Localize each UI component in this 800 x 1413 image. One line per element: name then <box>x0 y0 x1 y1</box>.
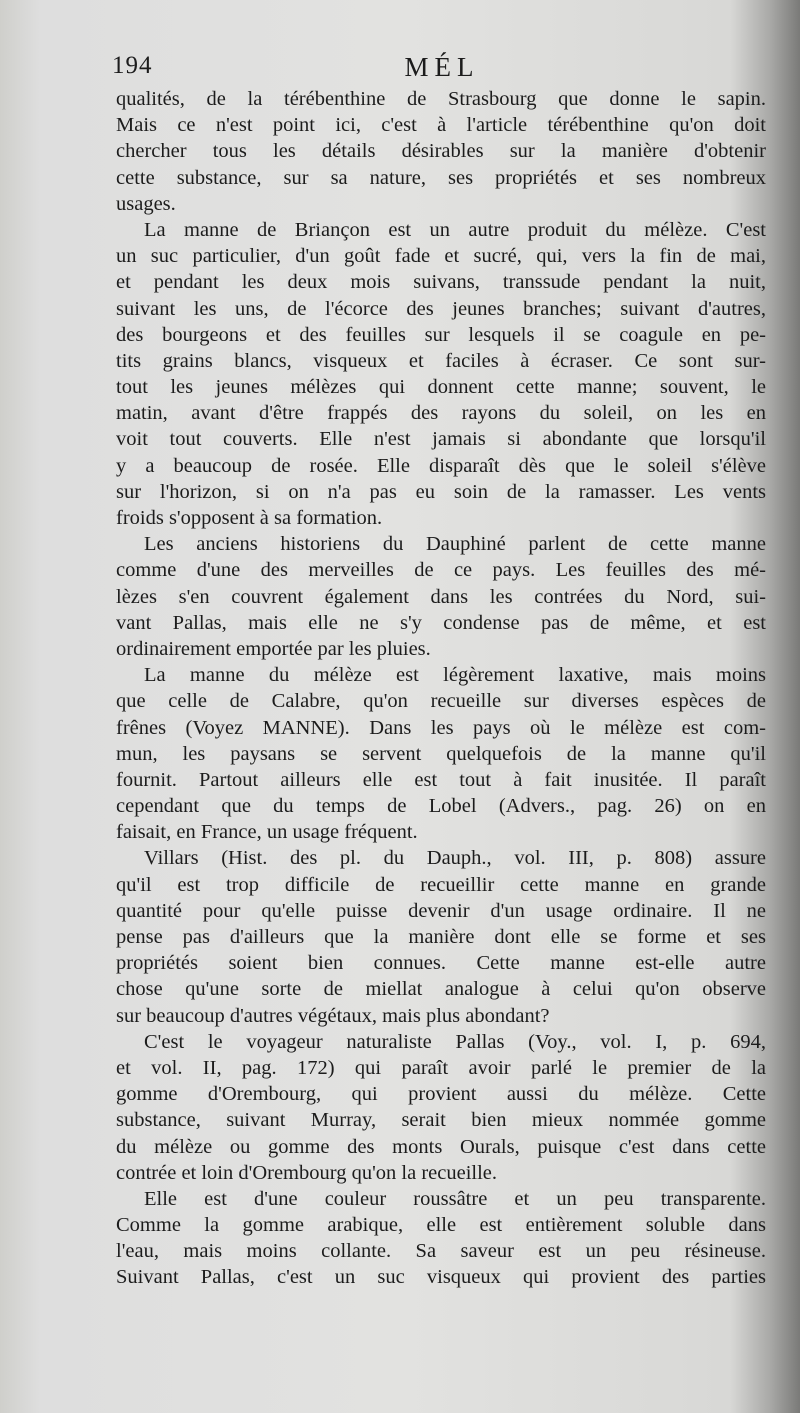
running-head: MÉL <box>404 52 480 82</box>
text-line: La manne du mélèze est légèrement laxative, mais moins <box>144 664 766 687</box>
text-line: La manne de Briançon est un autre produit du mélèze. C'est <box>144 218 766 241</box>
text-line: chercher tous les détails désirables sur la manière d'obtenir <box>116 140 766 163</box>
text-line: y a beaucoup de rosée. Elle disparaît dès que le soleil s'élève <box>116 454 766 477</box>
text-line: faisait, en France, un usage fréquent. <box>116 821 418 844</box>
text-line: pense pas d'ailleurs que la manière dont elle se forme et ses <box>116 926 766 948</box>
text-line: qualités, de la térébenthine de Strasbourg que donne le sapin. <box>116 88 766 110</box>
text-line: substance, suivant Murray, serait bien mieux nommée gomme <box>116 1109 766 1132</box>
text-line: Mais ce n'est point ici, c'est à l'article térébenthine qu'on doit <box>116 114 766 137</box>
text-line: tits grains blancs, visqueux et faciles à écraser. Ce sont sur- <box>116 349 766 372</box>
body-text <box>116 86 766 1291</box>
text-line: mun, les paysans se servent quelquefois de la manne qu'il <box>116 742 766 765</box>
text-line: froids s'opposent à sa formation. <box>116 507 383 529</box>
text-line: sur l'horizon, si on n'a pas eu soin de la ramasser. Les vents <box>116 480 766 503</box>
page-header <box>112 52 772 86</box>
text-line: tout les jeunes mélèzes qui donnent cette manne; souvent, le <box>116 376 766 399</box>
paragraph <box>116 1186 766 1291</box>
text-line: fournit. Partout ailleurs elle est tout à fait inusitée. Il paraît <box>116 768 766 791</box>
text-line: Comme la gomme arabique, elle est entièrement soluble dans <box>116 1214 766 1237</box>
text-line: suivant les uns, de l'écorce des jeunes branches; suivant d'autres, <box>116 297 766 320</box>
text-line: un suc particulier, d'un goût fade et sucré, qui, vers la fin de mai, <box>116 245 766 268</box>
paragraph <box>116 86 766 217</box>
text-line: cependant que du temps de Lobel (Advers., pag. 26) on en <box>116 795 766 818</box>
text-line: chose qu'une sorte de miellat analogue à celui qu'on observe <box>116 978 766 1001</box>
text-line: du mélèze ou gomme des monts Ourals, puisque c'est dans cette <box>116 1135 766 1158</box>
text-line: Les anciens historiens du Dauphiné parlent de cette manne <box>144 533 766 556</box>
paragraph <box>116 1029 766 1186</box>
paragraph <box>116 531 766 662</box>
text-line: voit tout couverts. Elle n'est jamais si abondante que lorsqu'il <box>116 428 766 451</box>
paragraph <box>116 217 766 531</box>
text-line: comme d'une des merveilles de ce pays. Les feuilles des mé- <box>116 559 766 582</box>
text-line: Suivant Pallas, c'est un suc visqueux qui provient des parties <box>116 1266 766 1289</box>
text-line: sur beaucoup d'autres végétaux, mais plus abondant? <box>116 1004 550 1027</box>
text-line: lèzes s'en couvrent également dans les contrées du Nord, sui- <box>116 585 766 608</box>
text-line: contrée et loin d'Orembourg qu'on la recueille. <box>116 1161 498 1184</box>
text-line: et vol. II, pag. 172) qui paraît avoir parlé le premier de la <box>116 1056 766 1079</box>
text-line: frênes (Voyez MANNE). Dans les pays où le mélèze est com- <box>116 716 766 739</box>
text-line: quantité pour qu'elle puisse devenir d'un usage ordinaire. Il ne <box>116 899 766 922</box>
text-line: cette substance, sur sa nature, ses propriétés et ses nombreux <box>116 166 766 189</box>
text-line: l'eau, mais moins collante. Sa saveur est un peu résineuse. <box>116 1240 766 1263</box>
paragraph <box>116 845 766 1028</box>
text-line: ordinairement emportée par les pluies. <box>116 637 431 660</box>
text-line: propriétés soient bien connues. Cette manne est-elle autre <box>116 952 766 975</box>
text-line: gomme d'Orembourg, qui provient aussi du mélèze. Cette <box>116 1083 766 1106</box>
text-line: usages. <box>116 192 176 215</box>
text-line: vant Pallas, mais elle ne s'y condense pas de même, et est <box>116 611 766 634</box>
paragraph <box>116 662 766 845</box>
text-line: C'est le voyageur naturaliste Pallas (Voy., vol. I, p. 694, <box>144 1030 766 1053</box>
text-line: et pendant les deux mois suivans, transsude pendant la nuit, <box>116 271 766 294</box>
text-line: Villars (Hist. des pl. du Dauph., vol. III, p. 808) assure <box>144 847 766 870</box>
text-line: des bourgeons et des feuilles sur lesquels il se coagule en pe- <box>116 323 766 346</box>
page-number: 194 <box>112 52 153 79</box>
text-line: que celle de Calabre, qu'on recueille sur diverses espèces de <box>116 690 766 713</box>
text-line: Elle est d'une couleur roussâtre et un peu transparente. <box>144 1187 766 1210</box>
text-line: qu'il est trop difficile de recueillir cette manne en grande <box>116 873 766 896</box>
text-line: matin, avant d'être frappés des rayons du soleil, on les en <box>116 402 766 425</box>
